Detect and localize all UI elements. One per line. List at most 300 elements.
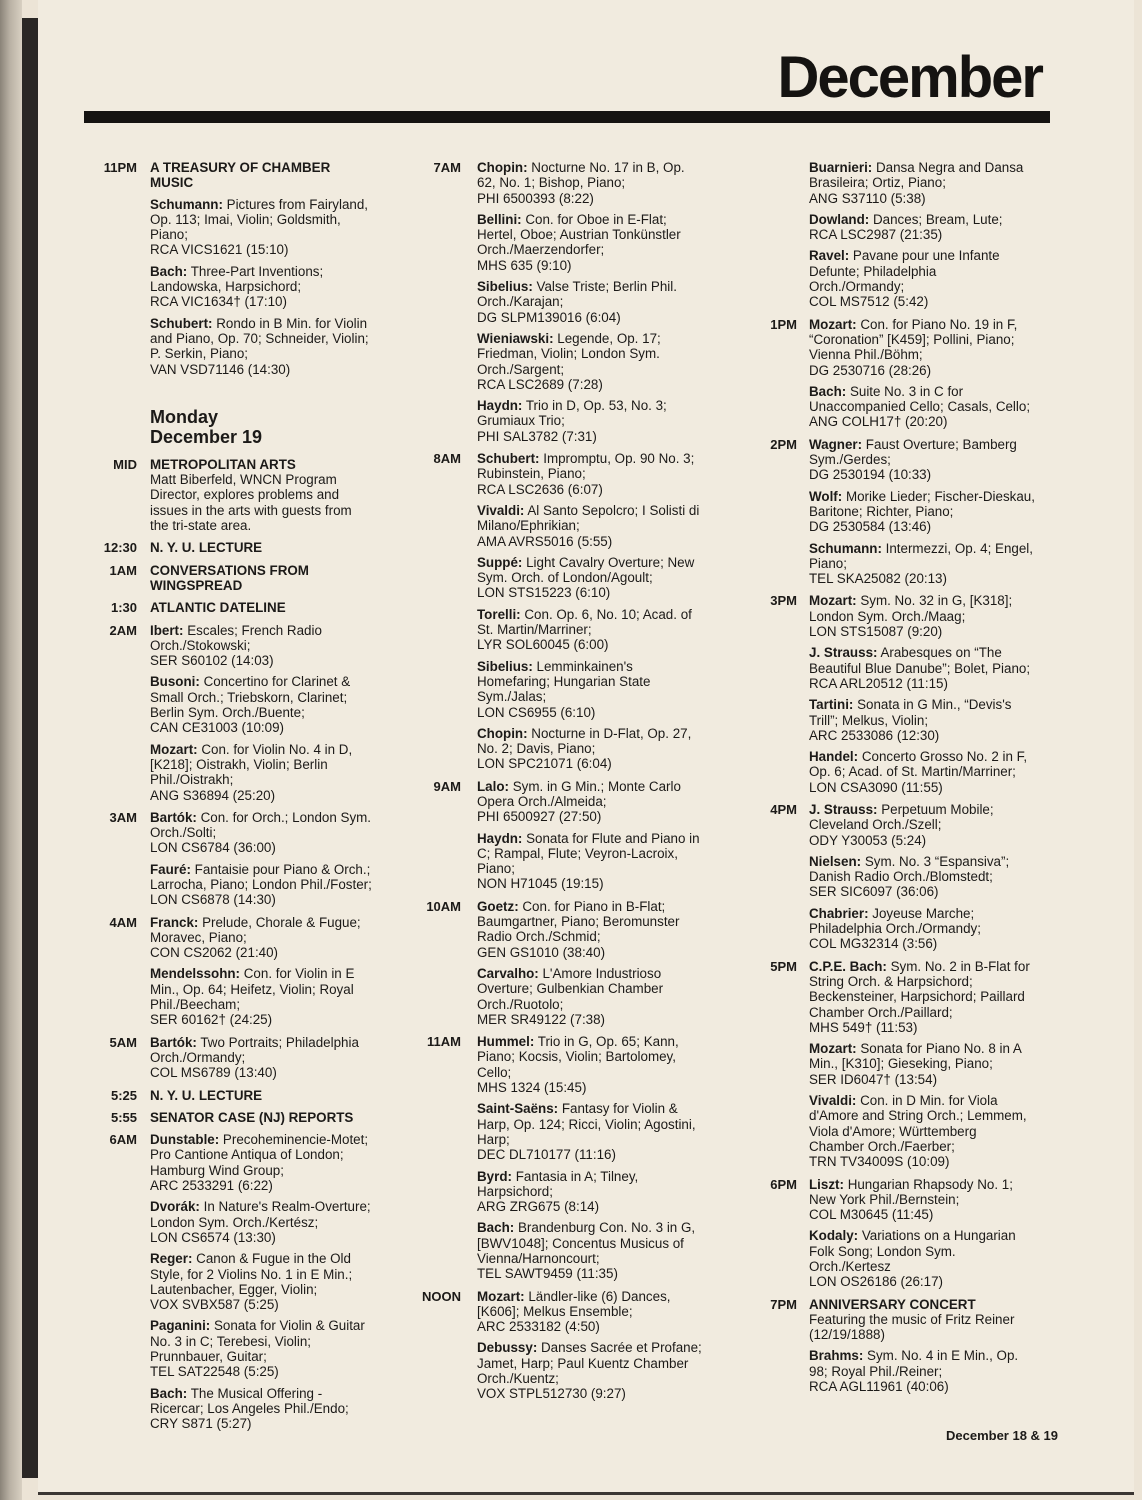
slot-body [150,457,405,533]
composer-name: Ravel: [809,248,850,264]
time-slot [414,1034,736,1281]
time-slot [95,810,405,908]
slot-time: 5:55 [110,1109,137,1125]
entry-line: Cleveland Orch./Szell; [809,817,942,833]
slot-time: 10AM [426,898,461,914]
slot-time: 11AM [427,1034,461,1050]
entry-line: COL MS7512 (5:42) [809,294,929,310]
slot-time: 6AM [109,1132,137,1148]
entry-line [477,659,736,674]
entry-text: Variations on a Hungarian [858,1228,1016,1244]
program-entry [809,317,1066,378]
entry-line: Orch./Ormandy; [809,279,905,295]
program-title-line: ATLANTIC DATELINE [150,600,286,616]
entry-line [809,160,1066,175]
slot-body [150,810,405,908]
program-entry [809,1228,1066,1289]
entry-line: Milano/Ephrikian; [477,518,580,534]
time-slot [95,623,405,803]
entry-text: Fantaisie pour Piano & Orch.; [190,861,371,877]
slot-time: 4AM [109,914,137,930]
entry-line: ARC 2533182 (4:50) [477,1319,600,1335]
entry-text: Sonata for Flute and Piano in [522,830,700,846]
program-entry [809,1093,1066,1169]
entry-line [477,726,736,741]
program-entry [809,749,1066,795]
entry-text: Con. for Violin in E [240,966,355,982]
program-entry [809,1177,1066,1223]
entry-line [150,674,405,689]
entry-line: Orch./Sargent; [477,361,565,377]
entry-line [477,398,736,413]
entry-line: DG 2530716 (28:26) [809,362,932,378]
entry-line: Prunnbauer, Guitar; [150,1349,267,1364]
entry-line: Danish Radio Orch./Blomstedt; [809,869,993,885]
entry-line [477,160,736,175]
program-description-line: Director, explores problems and [150,487,340,503]
time-slot [756,959,1066,1170]
slot-time: 3PM [770,593,797,609]
program-entry [477,331,736,392]
entry-line: COL M30645 (11:45) [809,1207,934,1223]
slot-time: 1AM [109,562,137,578]
entry-line: Brasileira; Ortiz, Piano; [809,175,946,191]
entry-line: RCA VICS1621 (15:10) [150,242,289,258]
entry-line: LON STS15087 (9:20) [809,624,943,640]
slot-time: 2AM [109,622,137,638]
entry-line: PHI 6500927 (27:50) [477,809,602,825]
program-title-line: N. Y. U. LECTURE [150,540,263,556]
slot-time: 1:30 [110,600,137,616]
entry-text: Sym. No. 2 in B-Flat for [886,958,1030,974]
entry-line [477,1220,736,1235]
entry-line: Larrocha, Piano; London Phil./Foster; [150,876,372,892]
program-entry [150,197,405,258]
entry-line: Rubinstein, Piano; [477,466,586,482]
entry-line: CRY S871 (5:27) [150,1416,252,1432]
entry-line: Berlin Sym. Orch./Buente; [150,705,305,721]
entry-text: Trio in D, Op. 53, No. 3; [522,398,667,414]
composer-name: Busoni: [150,674,200,690]
program-title-line: A TREASURY OF CHAMBER [150,160,331,175]
entry-line [809,593,1066,608]
program-entry [809,1041,1066,1087]
program-entry [809,541,1066,587]
program-entry [477,503,736,549]
program-entry [809,906,1066,952]
entry-line: ODY Y30053 (5:24) [809,832,927,848]
entry-line: Trill”; Melkus, Violin; [809,712,929,728]
time-slot [414,1289,736,1402]
program-entry [809,489,1066,535]
composer-name: Tartini: [809,697,854,713]
entry-line: ARC 2533086 (12:30) [809,727,940,743]
slot-time: MID [113,456,137,472]
program-title-line: SENATOR CASE (NJ) REPORTS [150,1109,354,1125]
program-entry [477,966,736,1027]
entry-line: d'Amore and String Orch.; Lemmem, [809,1108,1027,1124]
entry-line [809,248,1066,263]
slot-time: 9AM [433,778,461,794]
composer-name: J. Strauss: [809,645,878,661]
program-entry [150,623,405,669]
entry-line: Orch./Ormandy; [150,1049,246,1065]
slot-time: NOON [422,1288,461,1304]
entry-line [809,1177,1066,1192]
entry-line [150,862,405,877]
composer-name: Goetz: [477,898,519,914]
entry-text: Light Cavalry Overture; New [522,554,695,570]
program-title-line: ANNIVERSARY CONCERT [809,1296,976,1312]
composer-name: Dunstable: [150,1132,220,1148]
slot-time: 11PM [103,160,137,175]
entry-line [150,1386,405,1401]
entry-line: LON STS15223 (6:10) [477,585,611,601]
composer-name: Mozart: [150,741,198,757]
composer-name: Bach: [809,383,847,399]
program-entry [477,1289,736,1335]
time-slot [414,779,736,892]
entry-line: ARC 2533291 (6:22) [150,1178,273,1194]
slot-body [477,1289,736,1402]
composer-name: Reger: [150,1251,193,1267]
time-slot [414,451,736,772]
entry-line [477,1101,736,1116]
entry-text: Two Portraits; Philadelphia [196,1034,359,1050]
entry-text: The Musical Offering - [187,1385,323,1401]
entry-text: Con. in D Min. for Viola [856,1093,998,1109]
entry-line [477,331,736,346]
time-slot [95,915,405,1028]
composer-name: Bach: [150,263,188,279]
program-entry [477,279,736,325]
composer-name: Mozart: [809,316,857,332]
composer-name: Mozart: [809,1041,857,1057]
entry-line [809,1348,1066,1363]
entry-line: Landowska, Harpsichord; [150,279,302,295]
entry-text: Impromptu, Op. 90 No. 3; [539,451,695,467]
time-slot [95,563,405,594]
entry-text: Legende, Op. 17; [553,330,661,346]
entry-line: VOX STPL512730 (9:27) [477,1386,626,1402]
entry-line: Small Orch.; Triebskorn, Clarinet; [150,689,348,705]
entry-line: Op. 113; Imai, Violin; Goldsmith, [150,211,341,227]
composer-name: Debussy: [477,1340,538,1356]
entry-line: Defunte; Philadelphia [809,263,937,279]
program-entry [477,398,736,444]
entry-line: VAN VSD71146 (14:30) [150,361,291,377]
composer-name: J. Strauss: [809,801,878,817]
program-entry [477,607,736,653]
schedule-column-2 [414,160,736,1409]
composer-name: Saint-Saëns: [477,1101,559,1117]
slot-body [809,959,1066,1170]
entry-line: Philadelphia Orch./Ormandy; [809,921,981,937]
entry-line: No. 3 in C; Terebesi, Violin; [150,1333,312,1349]
program-title [150,1110,405,1125]
slot-body [809,437,1066,587]
entry-line: MER SR49122 (7:38) [477,1011,606,1027]
entry-line: Unaccompanied Cello; Casals, Cello; [809,399,1031,415]
entry-line: LON CS6574 (13:30) [150,1229,276,1245]
entry-line [477,779,736,794]
entry-line [477,831,736,846]
program-entry [809,959,1066,1035]
entry-text: Valse Triste; Berlin Phil. [532,279,677,295]
entry-line: Jamet, Harp; Paul Kuentz Chamber [477,1355,689,1371]
time-slot [756,1177,1066,1290]
composer-name: Bach: [150,1385,188,1401]
entry-text: Faust Overture; Bamberg [862,436,1017,452]
composer-name: Ibert: [150,622,184,638]
entry-line: Min., [K310]; Gieseking, Piano; [809,1056,993,1072]
program-entry [150,1132,405,1193]
program-entry [150,1318,405,1379]
composer-name: Bartók: [150,1034,197,1050]
schedule-column-1 [95,160,405,1438]
entry-line: RCA VIC1634† (17:10) [150,294,287,310]
entry-line [477,966,736,981]
entry-line: Beautiful Blue Danube”; Bolet, Piano; [809,660,1031,676]
program-entry [809,212,1066,243]
entry-line [809,854,1066,869]
entry-line: COL MG32314 (3:56) [809,936,938,952]
entry-line [150,966,405,981]
entry-text: Sonata for Piano No. 8 in A [856,1041,1022,1057]
day-heading-line: Monday [150,406,219,427]
entry-line: and Piano, Op. 70; Schneider, Violin; [150,330,369,346]
composer-name: Vivaldi: [809,1093,857,1109]
entry-text: L'Amore Industrioso [538,965,662,981]
entry-line [477,1034,736,1049]
entry-line: 62, No. 1; Bishop, Piano; [477,175,626,191]
composer-name: C.P.E. Bach: [809,958,887,974]
entry-line: Sym./Jalas; [477,689,547,705]
slot-body [809,1177,1066,1290]
slot-time: 5PM [770,958,797,974]
entry-line: RCA LSC2987 (21:35) [809,227,943,243]
program-description-line: (12/19/1888) [809,1327,885,1343]
time-slot [756,160,1066,310]
program-entry [150,1199,405,1245]
entry-line [477,212,736,227]
day-heading-line: December 19 [150,426,263,447]
entry-text: Rondo in B Min. for Violin [212,315,368,331]
entry-text: Sonata for Violin & Guitar [210,1318,365,1334]
composer-name: Chabrier: [809,905,869,921]
entry-line: LON CS6784 (36:00) [150,840,276,856]
program-title [150,563,405,594]
program-title [150,1088,405,1103]
entry-line: Orch./Kertesz [809,1259,891,1274]
entry-line: VOX SVBX587 (5:25) [150,1297,279,1313]
program-entry [809,437,1066,483]
program-entry [477,1034,736,1095]
entry-line: London Sym. Orch./Maag; [809,608,966,624]
binding-edge [22,18,38,1478]
program-entry [150,742,405,803]
composer-name: Schumann: [809,540,882,556]
program-entry [477,1340,736,1401]
program-title [150,540,405,555]
slot-time: 1PM [770,316,797,332]
entry-line: ANG S36894 (25:20) [150,787,276,803]
entry-line: Beckensteiner, Harpsichord; Paillard [809,989,1025,1005]
program-description-line: issues in the arts with guests from [150,502,352,518]
entry-line: New York Phil./Bernstein; [809,1191,960,1207]
time-slot [95,1132,405,1431]
slot-body [477,779,736,892]
entry-text: Fantasia in A; Tilney, [511,1168,639,1184]
composer-name: Schubert: [150,315,213,331]
entry-line: Piano; [150,227,188,243]
program-entry [150,862,405,908]
entry-line [150,1035,405,1050]
slot-body [150,915,405,1028]
entry-line [809,1041,1066,1056]
program-entry [150,1035,405,1081]
entry-line: Opera Orch./Almeida; [477,793,607,809]
entry-line: Harpsichord; [477,1183,553,1199]
entry-line [150,1318,405,1333]
composer-name: Lalo: [477,778,509,794]
entry-line [809,959,1066,974]
entry-line [477,1169,736,1184]
program-title [809,1297,1066,1343]
time-slot [95,160,405,377]
entry-text: Dansa Negra and Dansa [872,160,1024,175]
entry-line: Chamber Orch./Paillard; [809,1004,953,1020]
entry-line: TEL SAWT9459 (11:35) [477,1266,618,1282]
entry-line [477,1289,736,1304]
composer-name: Mozart: [477,1288,525,1304]
composer-name: Paganini: [150,1318,211,1334]
entry-line: RCA AGL11961 (40:06) [809,1379,949,1395]
program-entry [809,593,1066,639]
entry-line [150,316,405,331]
slot-body [809,317,1066,430]
program-entry [150,264,405,310]
slot-body [809,593,1066,795]
composer-name: Haydn: [477,830,523,846]
entry-line: Piano; [809,555,847,571]
slot-body [150,1088,405,1103]
entry-line [477,279,736,294]
entry-line: Chamber Orch./Faerber; [809,1138,955,1154]
entry-line: Phil./Oistrakh; [150,772,234,788]
entry-line: Orch./Ruotolo; [477,996,564,1012]
composer-name: Byrd: [477,1168,512,1184]
entry-line [150,742,405,757]
entry-line [150,264,405,279]
composer-name: Mozart: [809,593,857,609]
program-entry [150,1251,405,1312]
entry-text: Suite No. 3 in C for [846,383,964,399]
program-entry [150,1386,405,1432]
program-entry [809,384,1066,430]
entry-line: [BWV1048]; Concentus Musicus of [477,1235,684,1251]
entry-line: COL MS6789 (13:40) [150,1065,277,1081]
slot-time: 5AM [109,1034,137,1050]
entry-text: Lemminkainen's [532,658,633,674]
program-description-line: Featuring the music of Fritz Reiner [809,1311,1015,1327]
program-entry [477,899,736,960]
entry-text: Morike Lieder; Fischer-Dieskau, [842,488,1035,504]
entry-line: Hertel, Oboe; Austrian Tonkünstler [477,227,681,243]
entry-line: C; Rampal, Flute; Veyron-Lacroix, [477,845,678,861]
entry-line [477,899,736,914]
composer-name: Nielsen: [809,853,862,869]
entry-line [477,607,736,622]
composer-name: Liszt: [809,1176,844,1192]
composer-name: Mendelssohn: [150,966,241,982]
entry-text: Danses Sacrée et Profane; [537,1340,702,1356]
entry-line: Piano; [477,861,515,877]
slot-body [477,451,736,772]
program-entry [477,1220,736,1281]
entry-line [150,1251,405,1266]
entry-line: Harp; [477,1131,510,1147]
program-entry [809,802,1066,848]
composer-name: Dowland: [809,211,870,227]
entry-text: Prelude, Chorale & Fugue; [198,914,361,930]
entry-line [150,197,405,212]
entry-text: Con. for Orch.; London Sym. [196,809,372,825]
slot-body [809,160,1066,310]
time-slot [756,593,1066,795]
entry-line: PHI 6500393 (8:22) [477,190,594,206]
entry-line: Overture; Gulbenkian Chamber [477,981,664,997]
composer-name: Buarnieri: [809,160,873,175]
entry-line: Friedman, Violin; London Sym. [477,346,660,362]
entry-line: LON CSA3090 (11:55) [809,779,943,795]
composer-name: Sibelius: [477,279,533,295]
program-entry [477,831,736,892]
entry-line: Orch./Kuentz; [477,1371,559,1387]
time-slot [95,1110,405,1125]
entry-line: Orch./Solti; [150,825,217,841]
entry-line [809,317,1066,332]
composer-name: Sibelius: [477,658,533,674]
entry-line: St. Martin/Marriner; [477,622,592,638]
entry-line: TEL SAT22548 (5:25) [150,1364,279,1380]
entry-text: Hungarian Rhapsody No. 1; [843,1176,1013,1192]
entry-line: DG SLPM139016 (6:04) [477,309,621,325]
program-entry [809,645,1066,691]
entry-line: String Orch. & Harpsichord; [809,973,973,989]
page-masthead: December [777,45,1042,110]
composer-name: Vivaldi: [477,502,525,518]
program-entry [477,726,736,772]
slot-time: 4PM [770,801,797,817]
entry-text: Pavane pour une Infante [849,248,1000,264]
composer-name: Torelli: [477,606,521,622]
entry-line: ANG COLH17† (20:20) [809,414,948,430]
composer-name: Brahms: [809,1348,864,1364]
entry-line: RCA LSC2636 (6:07) [477,481,603,497]
program-entry [150,810,405,856]
time-slot [756,802,1066,952]
entry-text: Sym. No. 3 “Espansiva”; [861,853,1010,869]
entry-line [150,623,405,638]
composer-name: Schubert: [477,451,540,467]
time-slot [95,540,405,555]
entry-line [809,212,1066,227]
entry-line: Ricercar; Los Angeles Phil./Endo; [150,1400,349,1416]
program-entry [477,160,736,206]
entry-line: London Sym. Orch./Kertész; [150,1214,319,1230]
program-entry [477,555,736,601]
